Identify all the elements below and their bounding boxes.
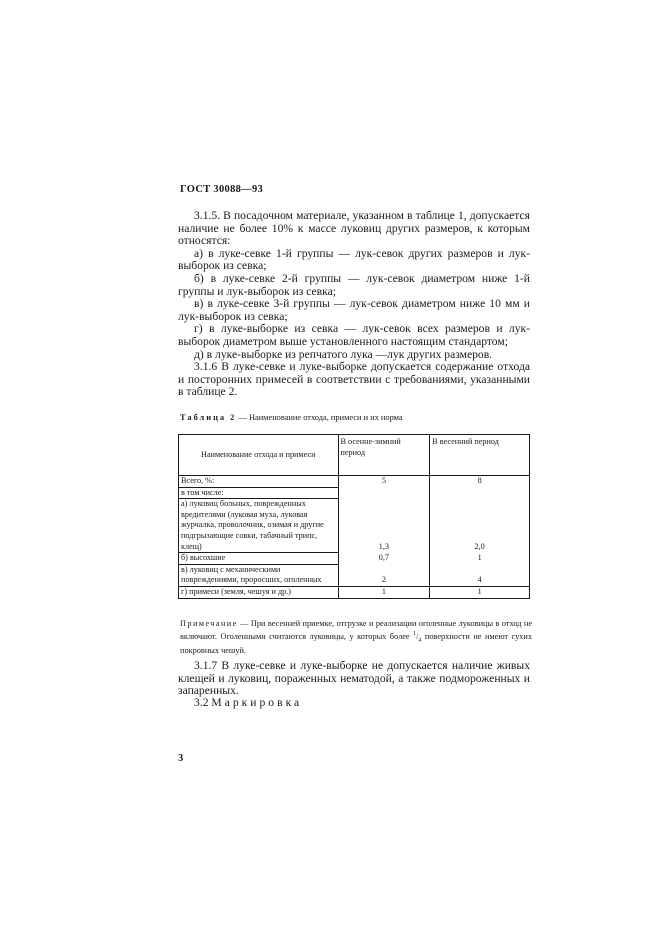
row-b-name: б) высохшие <box>179 553 339 565</box>
note-fraction-den: 4 <box>418 637 422 644</box>
page-header: ГОСТ 30088—93 <box>180 184 264 195</box>
clause-3-1-6: 3.1.6 В луке-севке и луке-выборке допускается содержание отхода и посторонних примесей в соответствии с требованиями, указанными в таблице 2. <box>178 360 530 399</box>
row-b-spring: 1 <box>430 553 530 565</box>
row-b-autumn: 0,7 <box>338 553 430 565</box>
table-row-total <box>179 476 530 488</box>
row-g-autumn: 1 <box>338 586 430 598</box>
table-caption <box>180 413 403 422</box>
section-3-2-title: Маркировка <box>211 696 303 709</box>
row-v-spring: 4 <box>430 564 530 586</box>
row-including-spring <box>430 487 530 499</box>
row-v-name: в) луковиц с механическими повреждениями, проросших, оголенных <box>179 564 339 586</box>
clause-3-1-5-intro: 3.1.5. В посадочном материале, указанном в таблице 1, допускается наличие не более 10% к массе луковиц других размеров, к которым относятся: <box>178 209 530 248</box>
row-a-autumn: 1,3 <box>338 499 430 553</box>
row-v-autumn: 2 <box>338 564 430 586</box>
note-fraction-num: 1 <box>413 631 417 638</box>
row-including-name: в том числе: <box>179 487 339 499</box>
table-row-v <box>179 564 530 586</box>
row-total-name: Всего, %: <box>179 476 339 488</box>
header-autumn: В осенне-зимний период <box>338 435 430 476</box>
clause-item-b: б) в луке-севке 2-й группы — лук-севок диаметром ниже 1-й группы и лук-выборок из севка; <box>178 271 530 298</box>
page-number: 3 <box>178 753 184 764</box>
section-3-2-heading <box>194 696 302 709</box>
row-a-name: а) луковиц больных, поврежденных вредителями (луковая муха, луковая журчалка, проволочник, озимая и другие подгрызающие совки, табачный трипс, клещ) <box>179 499 339 553</box>
row-a-spring: 2,0 <box>430 499 530 553</box>
row-g-name: г) примеси (земля, чешуя и др.) <box>179 586 339 598</box>
clause-item-g: г) в луке-выборке из севка — лук-севок всех размеров и лук-выборок диаметром выше установленного настоящим стандартом; <box>178 322 530 348</box>
note-text-after: поверхности не имеют сухих покровных чешуй. <box>180 631 533 655</box>
table-caption-text: — Наименование отхода, примеси и их норма <box>238 413 403 422</box>
table-row-g <box>179 586 530 598</box>
row-including-autumn <box>338 487 430 499</box>
note-label: Примечание <box>180 619 238 628</box>
clause-item-d: д) в луке-выборке из репчатого лука —лук других размеров. <box>194 347 493 361</box>
header-name: Наименование отхода и примеси <box>179 435 339 476</box>
clauses-3-1-5-to-3-1-6 <box>178 210 530 399</box>
row-total-spring: 8 <box>430 476 530 488</box>
row-g-spring: 1 <box>430 586 530 598</box>
note-text-before: — При весенней приемке, отгрузке и реализации оголенные луковицы в отход не включают. Оголенными считаются луковицы, у которых более <box>180 619 532 641</box>
table-row-a <box>179 499 530 553</box>
clause-3-1-7: 3.1.7 В луке-севке и луке-выборке не допускается наличие живых клещей и луковиц, пораженных нематодой, а также подмороженных и запаренных. <box>178 659 530 698</box>
header-spring: В весенний период <box>430 435 530 476</box>
section-3-2-number: 3.2 <box>194 696 209 709</box>
table-header-row <box>179 435 530 476</box>
table-note: Примечание — При весенней приемке, отгрузке и реализации оголенные луковицы в отход не включают. Оголенными считаются луковицы, у которых более $^1/_4$ поверхности не имеют сухих покровных чешуй. <box>180 619 533 655</box>
clause-item-v: в) в луке-севке 3-й группы — лук-севок диаметром ниже 10 мм и лук-выборок из севка; <box>178 297 530 323</box>
table-row-including <box>179 487 530 499</box>
row-total-autumn: 5 <box>338 476 430 488</box>
table-row-b <box>179 553 530 565</box>
defects-table <box>178 434 530 599</box>
clause-3-1-7-block <box>178 660 530 698</box>
clause-item-a: а) в луке-севке 1-й группы — лук-севок других размеров и лук-выборок из севка; <box>178 246 530 273</box>
table-caption-label: Таблица 2 <box>180 413 237 422</box>
